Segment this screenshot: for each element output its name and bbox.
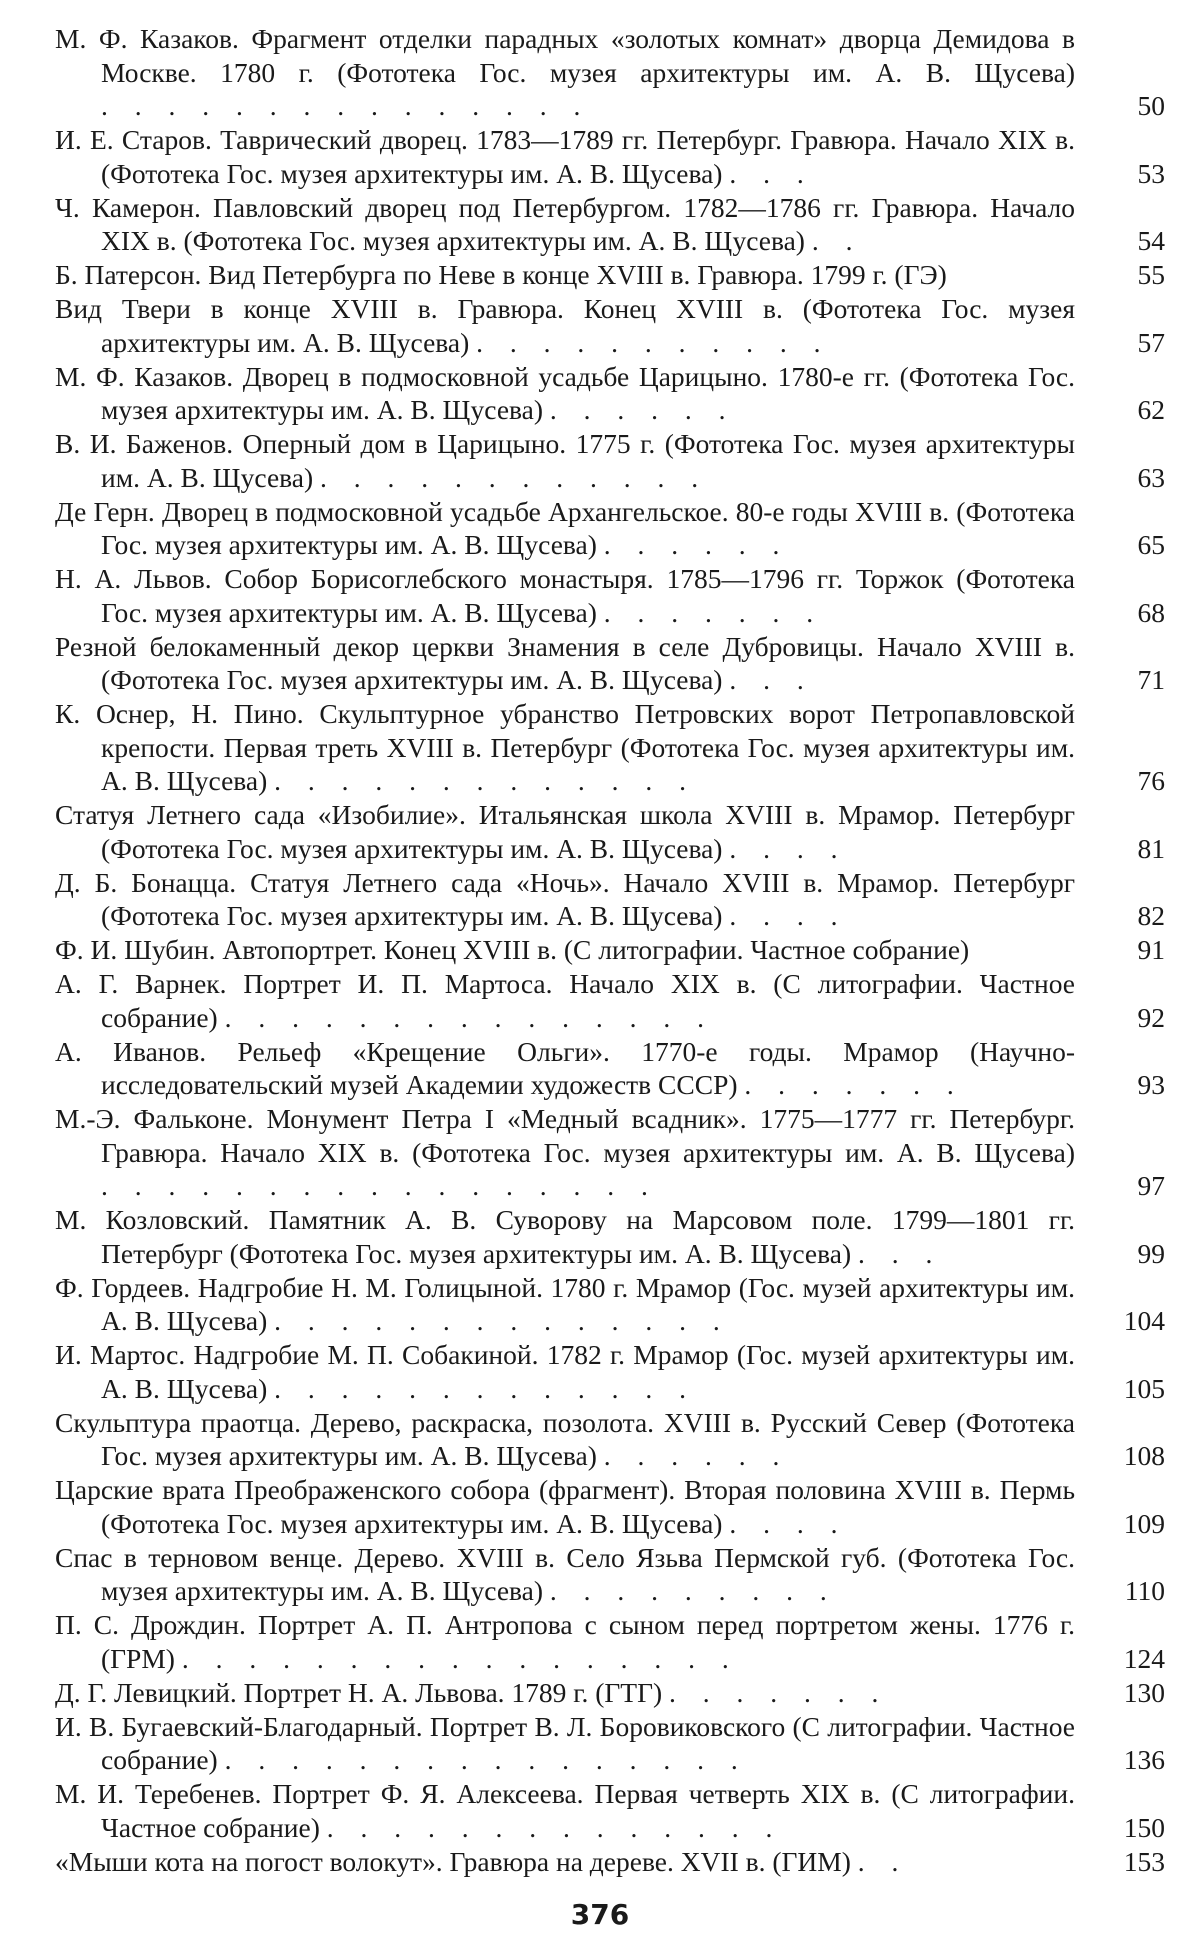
entry-page-number: 91: [1137, 934, 1165, 965]
leader-dots: . . . .: [729, 900, 848, 931]
entry-caption: А. Иванов. Рельеф «Крещение Ольги». 1770-е годы. Мрамор (Научно-исследовательский музей Академии художеств СССР): [55, 1035, 1075, 1100]
entry-caption: В. И. Баженов. Оперный дом в Царицыно. 1775 г. (Фототека Гос. музея архитектуры им. А. В. Щусева): [55, 428, 1075, 493]
leader-dots: . .: [857, 1845, 909, 1877]
list-item: [55, 1845, 1165, 1879]
leader-dots: . . . . . . . . . . . . . . . . .: [101, 1170, 658, 1201]
entry-page-number: 53: [1137, 157, 1165, 189]
list-item: [55, 798, 1165, 865]
entry-caption: Ч. Камерон. Павловский дворец под Петербургом. 1782—1786 гг. Гравюра. Начало XIX в. (Фототека Гос. музея архитектуры им. А. В. Щусева): [55, 191, 1075, 256]
entry-page-number: 105: [1123, 1372, 1165, 1404]
list-item: [55, 933, 1165, 967]
entry-caption: Д. Б. Бонацца. Статуя Летнего сада «Ночь». Начало XVIII в. Мрамор. Петербург (Фототека Гос. музея архитектуры им. А. В. Щусева): [55, 866, 1075, 931]
leader-dots: . . .: [729, 157, 814, 189]
entry-page-number: 108: [1123, 1440, 1165, 1471]
list-item: [55, 1102, 1165, 1203]
entry-caption: Статуя Летнего сада «Изобилие». Итальянская школа XVIII в. Мрамор. Петербург (Фототека Гос. музея архитектуры им. А. В. Щусева): [55, 799, 1075, 864]
illustrations-list: [55, 22, 1165, 1879]
entry-page-number: 99: [1137, 1237, 1165, 1269]
entry-caption: И. Мартос. Надгробие М. П. Собакиной. 1782 г. Мрамор (Гос. музей архитектуры им. А. В. Щусева): [55, 1339, 1075, 1404]
list-item: [55, 1473, 1165, 1540]
leader-dots: . . . . . . . . . . . .: [320, 461, 709, 493]
entry-page-number: 71: [1137, 664, 1165, 695]
entry-page-number: 124: [1123, 1642, 1165, 1674]
entry-caption: Де Герн. Дворец в подмосковной усадьбе Архангельское. 80-е годы XVIII в. (Фототека Гос. музея архитектуры им. А. В. Щусева): [55, 495, 1075, 560]
leader-dots: . . . . . . . . . . . . .: [274, 765, 697, 796]
list-item: [55, 1203, 1165, 1270]
leader-dots: . . . . . . . . .: [549, 1575, 837, 1606]
list-item: [55, 191, 1165, 258]
entry-page-number: 62: [1137, 394, 1165, 425]
entry-page-number: 57: [1137, 326, 1165, 358]
entry-caption: «Мыши кота на погост волокут». Гравюра на дереве. XVII в. (ГИМ): [55, 1845, 851, 1877]
entry-caption: М. Ф. Казаков. Фрагмент отделки парадных «золотых комнат» дворца Демидова в Москве. 1780 г. (Фототека Гос. музея архитектуры им. А. В. Щусева): [55, 23, 1075, 88]
list-item: [55, 1406, 1165, 1473]
list-item: [55, 1271, 1165, 1338]
leader-dots: . . . . . . . . . . . . . . . .: [224, 1744, 748, 1775]
entry-caption: Царские врата Преображенского собора (фрагмент). Вторая половина XVIII в. Пермь (Фототека Гос. музея архитектуры им. А. В. Щусева): [55, 1474, 1075, 1539]
entry-page-number: 81: [1137, 832, 1165, 864]
list-item: [55, 967, 1165, 1034]
entry-page-number: 50: [1137, 90, 1165, 121]
entry-page-number: 54: [1137, 225, 1165, 256]
leader-dots: . . . . . . . . . . . . . . .: [101, 90, 591, 121]
entry-caption: Резной белокаменный декор церкви Знамения в селе Дубровицы. Начало XVIII в. (Фототека Гос. музея архитектуры им. А. В. Щусева): [55, 630, 1075, 695]
entry-page-number: 63: [1137, 461, 1165, 493]
list-item: [55, 427, 1165, 494]
list-item: [55, 292, 1165, 359]
entry-caption: И. В. Бугаевский-Благодарный. Портрет В. Л. Боровиковского (С литографии. Частное собрание): [55, 1710, 1075, 1775]
entry-caption: Вид Твери в конце XVIII в. Гравюра. Конец XVIII в. (Фототека Гос. музея архитектуры им. А. В. Щусева): [55, 293, 1075, 358]
entry-page-number: 93: [1137, 1069, 1165, 1100]
list-item: [55, 562, 1165, 629]
list-item: [55, 1710, 1165, 1777]
leader-dots: . .: [811, 225, 863, 256]
leader-dots: . . .: [729, 664, 814, 695]
list-item: [55, 1777, 1165, 1844]
leader-dots: . . . . . . .: [603, 596, 824, 628]
entry-caption: М.-Э. Фальконе. Монумент Петра I «Медный всадник». 1775—1777 гг. Петербург. Гравюра. Начало XIX в. (Фототека Гос. музея архитектуры им. А. В. Щусева): [55, 1103, 1075, 1168]
leader-dots: . . . .: [729, 832, 848, 864]
entry-caption: М. Ф. Казаков. Дворец в подмосковной усадьбе Царицыно. 1780-е гг. (Фототека Гос. музея архитектуры им. А. В. Щусева): [55, 360, 1075, 425]
entry-caption: Б. Патерсон. Вид Петербурга по Неве в конце XVIII в. Гравюра. 1799 г. (ГЭ): [55, 259, 947, 290]
leader-dots: . . . . . . . . . . . . . .: [326, 1811, 783, 1843]
leader-dots: . . . . . . .: [669, 1676, 889, 1708]
leader-dots: . . . . . .: [603, 529, 790, 560]
leader-dots: . . . . . . . . . . . . .: [274, 1372, 697, 1404]
entry-page-number: 109: [1123, 1507, 1165, 1539]
list-item: [55, 697, 1165, 798]
entry-caption: И. Е. Старов. Таврический дворец. 1783—1789 гг. Петербург. Гравюра. Начало XIX в. (Фототека Гос. музея архитектуры им. А. В. Щусева): [55, 124, 1075, 189]
entry-caption: Д. Г. Левицкий. Портрет Н. А. Львова. 1789 г. (ГТГ): [55, 1676, 663, 1708]
leader-dots: . . . . . . . . . . . . . .: [274, 1305, 730, 1336]
list-item: [55, 630, 1165, 697]
entry-page-number: 92: [1137, 1001, 1165, 1033]
entry-caption: А. Г. Варнек. Портрет И. П. Мартоса. Начало XIX в. (С литографии. Частное собрание): [55, 968, 1075, 1033]
entry-caption: Скульптура праотца. Дерево, раскраска, позолота. XVIII в. Русский Север (Фототека Гос. музея архитектуры им. А. В. Щусева): [55, 1406, 1075, 1471]
page-number: 376: [570, 1898, 630, 1931]
list-item: [55, 1035, 1165, 1102]
entry-caption: П. С. Дрождин. Портрет А. П. Антропова с сыном перед портретом жены. 1776 г. (ГРМ): [55, 1609, 1075, 1674]
leader-dots: . . . . . . . . . . . . . . . . .: [181, 1642, 739, 1674]
entry-page-number: 104: [1123, 1305, 1165, 1336]
list-item: [55, 1676, 1165, 1710]
list-item: [55, 22, 1165, 123]
list-item: [55, 258, 1165, 292]
leader-dots: . . . . . .: [549, 394, 736, 425]
entry-caption: Ф. Гордеев. Надгробие Н. М. Голицыной. 1780 г. Мрамор (Гос. музей архитектуры им. А. В. Щусева): [55, 1271, 1075, 1336]
leader-dots: . . . . . . . . . . .: [476, 326, 831, 358]
entry-caption: М. И. Теребенев. Портрет Ф. Я. Алексеева. Первая четверть XIX в. (С литографии. Частное собрание): [55, 1778, 1075, 1843]
leader-dots: . . . . . . .: [744, 1069, 964, 1100]
list-item: [55, 1338, 1165, 1405]
list-item: [55, 866, 1165, 933]
list-item: [55, 123, 1165, 190]
entry-caption: Н. А. Львов. Собор Борисоглебского монастыря. 1785—1796 гг. Торжок (Фототека Гос. музея архитектуры им. А. В. Щусева): [55, 563, 1075, 628]
leader-dots: . . . . . . . . . . . . . . .: [224, 1001, 714, 1033]
entry-caption: Спас в терновом венце. Дерево. XVIII в. Село Язьва Пермской губ. (Фототека Гос. музея архитектуры им. А. В. Щусева): [55, 1541, 1075, 1606]
entry-caption: М. Козловский. Памятник А. В. Суворову на Марсовом поле. 1799—1801 гг. Петербург (Фототека Гос. музея архитектуры им. А. В. Щусева): [55, 1204, 1075, 1269]
leader-dots: . . .: [857, 1237, 943, 1269]
entry-page-number: 68: [1137, 596, 1165, 628]
entry-page-number: 136: [1123, 1744, 1165, 1775]
list-item: [55, 495, 1165, 562]
entry-caption: К. Оснер, Н. Пино. Скульптурное убранство Петровских ворот Петропавловской крепости. Первая треть XVIII в. Петербург (Фототека Гос. музея архитектуры им. А. В. Щусева): [55, 698, 1075, 796]
entry-page-number: 110: [1124, 1575, 1165, 1606]
list-item: [55, 1541, 1165, 1608]
entry-page-number: 65: [1137, 529, 1165, 560]
entry-caption: Ф. И. Шубин. Автопортрет. Конец XVIII в. (С литографии. Частное собрание): [55, 934, 970, 965]
entry-page-number: 150: [1123, 1811, 1165, 1843]
entry-page-number: 82: [1137, 900, 1165, 931]
entry-page-number: 76: [1137, 765, 1165, 796]
entry-page-number: 153: [1123, 1845, 1165, 1877]
list-item: [55, 360, 1165, 427]
list-item: [55, 1608, 1165, 1675]
entry-page-number: 130: [1123, 1676, 1165, 1708]
leader-dots: . . . .: [729, 1507, 848, 1539]
entry-page-number: 97: [1137, 1170, 1165, 1201]
leader-dots: . . . . . .: [603, 1440, 790, 1471]
entry-page-number: 55: [1137, 259, 1165, 290]
